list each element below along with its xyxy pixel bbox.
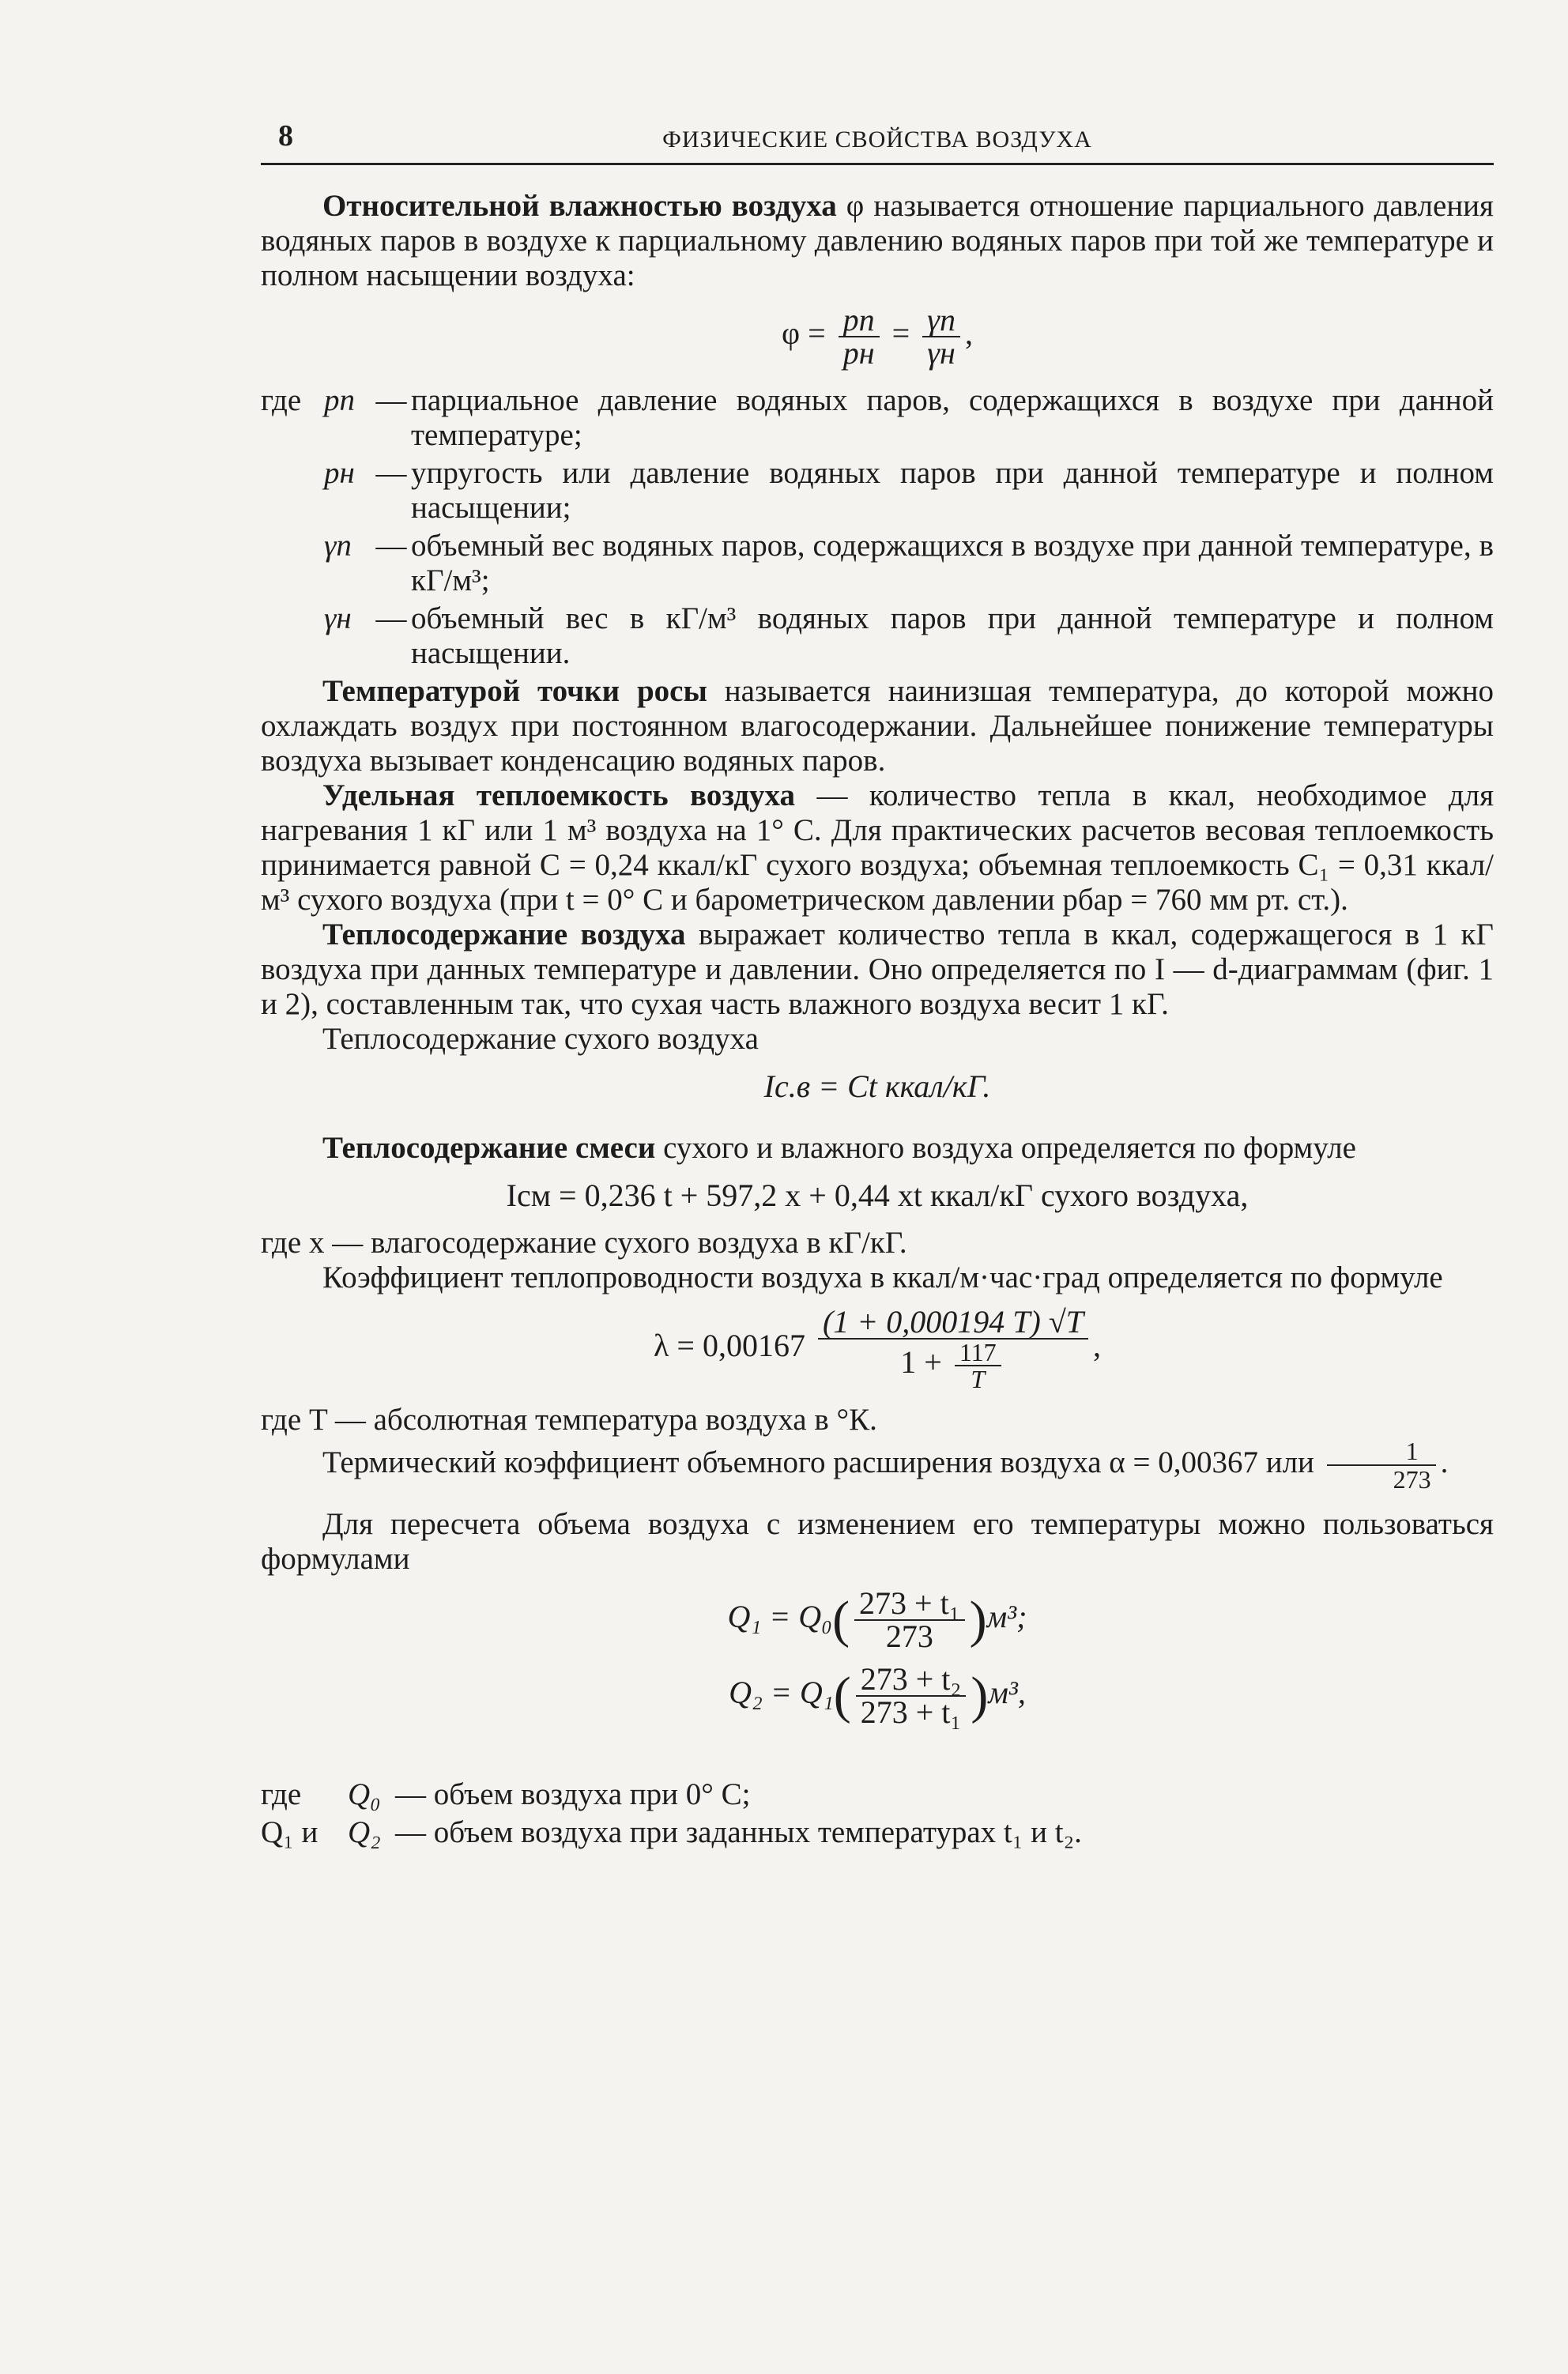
term-heat-content: Теплосодержание воздуха <box>322 918 686 951</box>
paragraph-heat-content: Теплосодержание воздуха выражает количество тепла в ккал, содержащегося в 1 кГ воздуха при данных температуре и давлении. Оно определяется по I — d-диаграммам (фиг. 1 и 2), составленным так, что сухая часть влажного воздуха весит 1 кГ. <box>261 918 1494 1021</box>
page-number: 8 <box>278 119 293 153</box>
term-dew-point: Температурой точки росы <box>322 674 707 708</box>
definition-list-1 <box>261 383 1494 671</box>
definition-item: pн — упругость или давление водяных паров при данной температуре и полном насыщении; <box>324 456 1494 525</box>
paragraph-mixture-heat: Теплосодержание смеси сухого и влажного воздуха определяется по формуле <box>322 1131 1356 1165</box>
paragraph-conductivity: Коэффициент теплопроводности воздуха в ккал/м·час·град определяется по формуле <box>322 1260 1443 1294</box>
term-mixture-heat: Теплосодержание смеси <box>322 1131 656 1165</box>
definition-item: где pп — парциальное давление водяных паров, содержащихся в воздухе при данной температуре; <box>261 383 1494 452</box>
definition-item: γн — объемный вес в кГ/м³ водяных паров при данной температуре и полном насыщении. <box>324 601 1494 670</box>
paragraph-specific-heat: Удельная теплоемкость воздуха — количество тепла в ккал, необходимое для нагревания 1 кГ или 1 м³ воздуха на 1° С. Для практических расчетов весовая теплоемкость принимается равной C = 0,24 ккал/кГ сухого воздуха; объемная теплоемкость C₁ = 0,31 ккал/м³ сухого воздуха (при t = 0° C и барометрическом давлении pбар = 760 мм рт. ст.). <box>261 778 1494 917</box>
term-relative-humidity: Относительной влажностью воздуха <box>322 189 837 223</box>
fraction-conductivity: (1 + 0,000194 T) √T 1 + $\frac{117}{T}$ <box>818 1306 1088 1392</box>
paragraph-volume-conversion: Для пересчета объема воздуха с изменением его температуры можно пользоваться формулами <box>261 1507 1494 1576</box>
paragraph-relative-humidity: Относительной влажностью воздуха φ называется отношение парциального давления водяных паров в воздухе к парциальному давлению водяных паров при той же температуре и полном насыщении воздуха: <box>261 189 1494 292</box>
paragraph-expansion: Термический коэффициент объемного расширения воздуха α = 0,00367 или $\frac{1}{273}$ . <box>322 1437 1449 1494</box>
formula-humidity: φ = $\frac{pп}{pн}$ = $\frac{\gamma п}{\gamma н}$ , <box>782 302 973 371</box>
fraction-expansion: $\frac{1}{273}$ <box>1327 1438 1436 1493</box>
formula-volume-2: Q₂ = Q₁( $\frac{\text{273 + t₂}}{\text{273 + t₁}}$ )м³, <box>729 1661 1026 1730</box>
definition-item: γп — объемный вес водяных паров, содержащихся в воздухе при данной температуре, в кГ/м³; <box>324 529 1494 597</box>
definition-item: Q₁ и Q₂ — объем воздуха при заданных температурах t₁ и t₂. <box>261 1815 1082 1849</box>
document-page <box>261 119 1494 1853</box>
definition-list-2 <box>261 1777 1494 1850</box>
formula-volume-1: Q₁ = Q₀( $\frac{\text{273 + t₁}}{273}$ )м³; <box>727 1585 1027 1654</box>
paragraph-dry-air-heat: Теплосодержание сухого воздуха <box>322 1022 759 1056</box>
page-header <box>261 119 1494 165</box>
paragraph-absolute-temp: где T — абсолютная температура воздуха в °К. <box>261 1403 877 1437</box>
definition-item: где Q₀ — объем воздуха при 0° С; <box>261 1777 751 1811</box>
fraction-pressure: $\frac{pп}{pн}$ <box>839 304 880 369</box>
formula-dry-air-heat: Iс.в = Ct ккал/кГ. <box>763 1068 991 1104</box>
term-specific-heat: Удельная теплоемкость воздуха <box>322 778 796 812</box>
fraction-weight: $\frac{\gamma п}{\gamma н}$ <box>922 304 960 369</box>
formula-mixture-heat: Iсм = 0,236 t + 597,2 x + 0,44 xt ккал/кГ сухого воздуха, <box>506 1178 1249 1213</box>
paragraph-dew-point: Температурой точки росы называется наинизшая температура, до которой можно охлаждать воздух при постоянном влагосодержании. Дальнейшее понижение температуры воздуха вызывает конденсацию водяных паров. <box>261 674 1494 778</box>
paragraph-moisture-content: где x — влагосодержание сухого воздуха в кГ/кГ. <box>261 1226 907 1260</box>
running-title: ФИЗИЧЕСКИЕ СВОЙСТВА ВОЗДУХА <box>662 126 1092 153</box>
formula-conductivity: λ = 0,00167 (1 + 0,000194 T) √T 1 + $\frac{117}{T}$ , <box>653 1304 1102 1393</box>
